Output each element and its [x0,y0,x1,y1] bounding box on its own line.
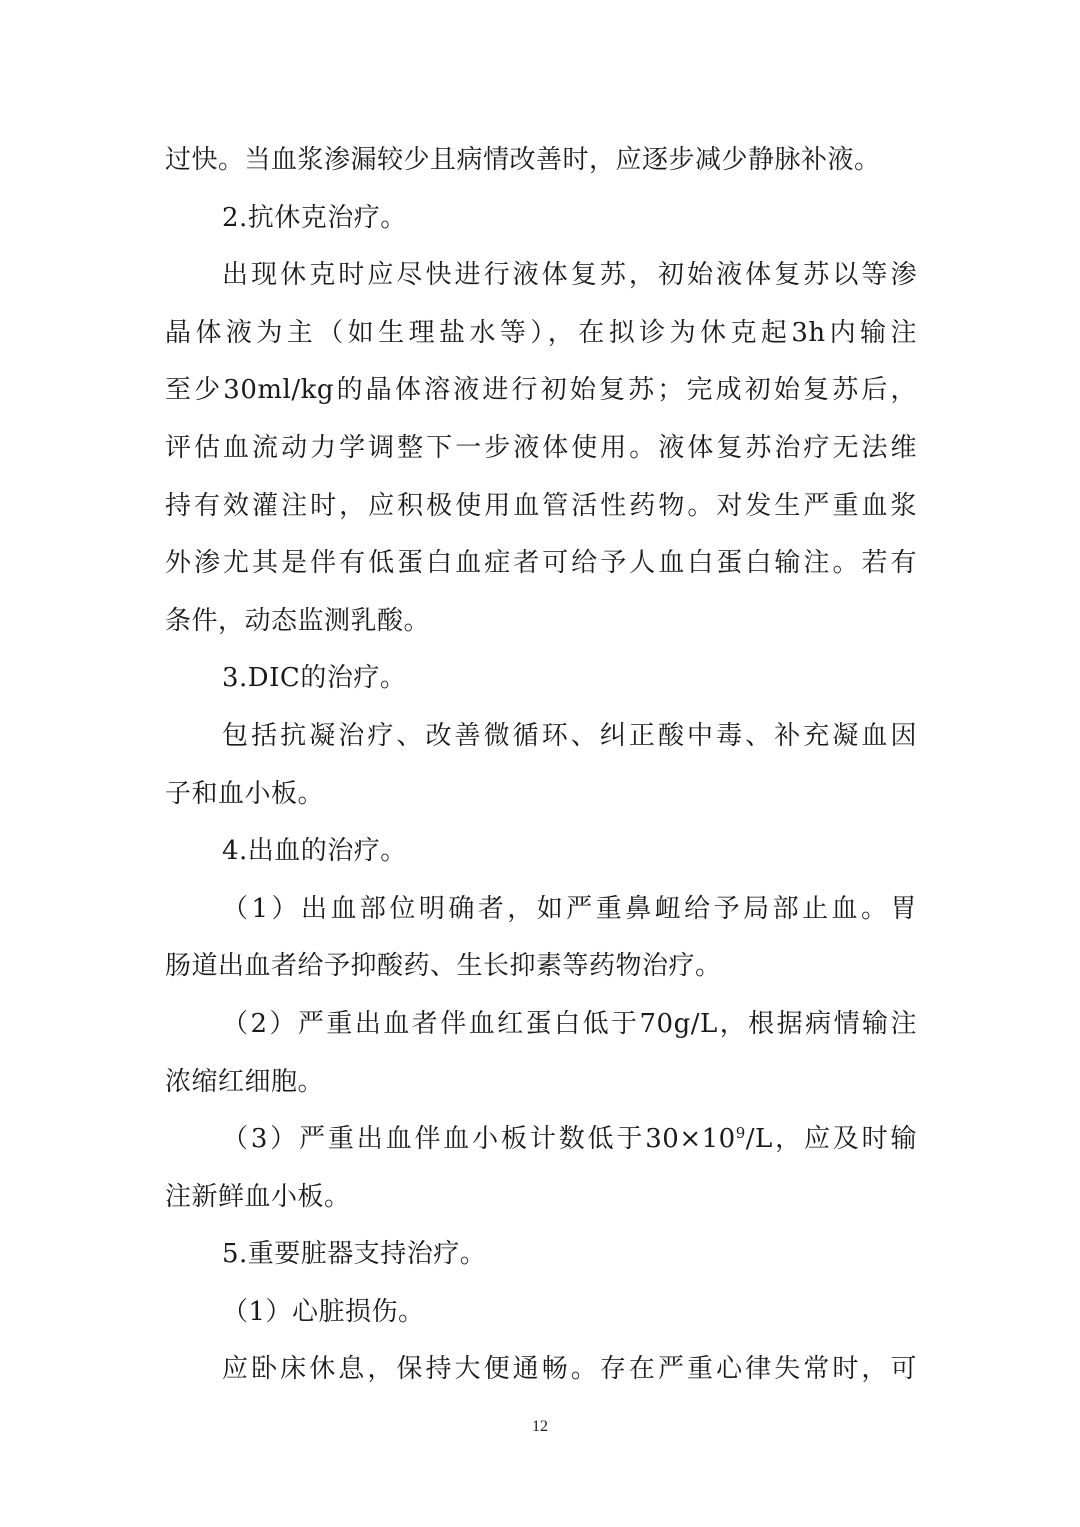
section-heading-organ-support: 5.重要脏器支持治疗。 [222,1239,487,1270]
subsection-heading-heart: （1）心脏损伤。 [222,1296,425,1327]
line-text-after: /L，应及时输 [745,1124,917,1155]
paragraph-line: 至少30ml/kg的晶体溶液进行初始复苏；完成初始复苏后， [165,375,917,406]
paragraph-line: 出现休克时应尽快进行液体复苏，初始液体复苏以等渗 [222,260,917,291]
paragraph-line: 浓缩红细胞。 [165,1066,325,1097]
paragraph-line: 应卧床休息，保持大便通畅。存在严重心律失常时，可 [222,1354,917,1385]
paragraph-line: 注新鲜血小板。 [165,1181,351,1212]
paragraph-line: （1）出血部位明确者，如严重鼻衄给予局部止血。胃 [222,893,917,924]
paragraph-line: 子和血小板。 [165,778,325,809]
paragraph-line: 包括抗凝治疗、改善微循环、纠正酸中毒、补充凝血因 [222,720,917,751]
superscript-exponent: 9 [735,1124,746,1143]
paragraph-line: 条件，动态监测乳酸。 [165,605,431,636]
paragraph-line: 评估血流动力学调整下一步液体使用。液体复苏治疗无法维 [165,432,917,463]
paragraph-line: 持有效灌注时，应积极使用血管活性药物。对发生严重血浆 [165,490,917,521]
body-text [165,132,917,1399]
section-heading-dic: 3.DIC的治疗。 [222,663,407,694]
page-number: 12 [532,1418,548,1435]
paragraph-line: 过快。当血浆渗漏较少且病情改善时，应逐步减少静脉补液。 [165,145,881,175]
section-heading-anti-shock: 2.抗休克治疗。 [222,202,407,233]
paragraph-line: 晶体液为主（如生理盐水等），在拟诊为休克起3h内输注 [165,317,917,348]
section-heading-bleeding: 4.出血的治疗。 [222,836,407,867]
paragraph-line: 肠道出血者给予抑酸药、生长抑素等药物治疗。 [165,951,722,982]
paragraph-line: 外渗尤其是伴有低蛋白血症者可给予人血白蛋白输注。若有 [165,548,917,579]
paragraph-line-with-superscript [165,1111,917,1169]
paragraph-line: （2）严重出血者伴血红蛋白低于70g/L，根据病情输注 [222,1008,917,1039]
line-text-before: （3）严重出血伴血小板计数低于30×10 [222,1124,736,1155]
